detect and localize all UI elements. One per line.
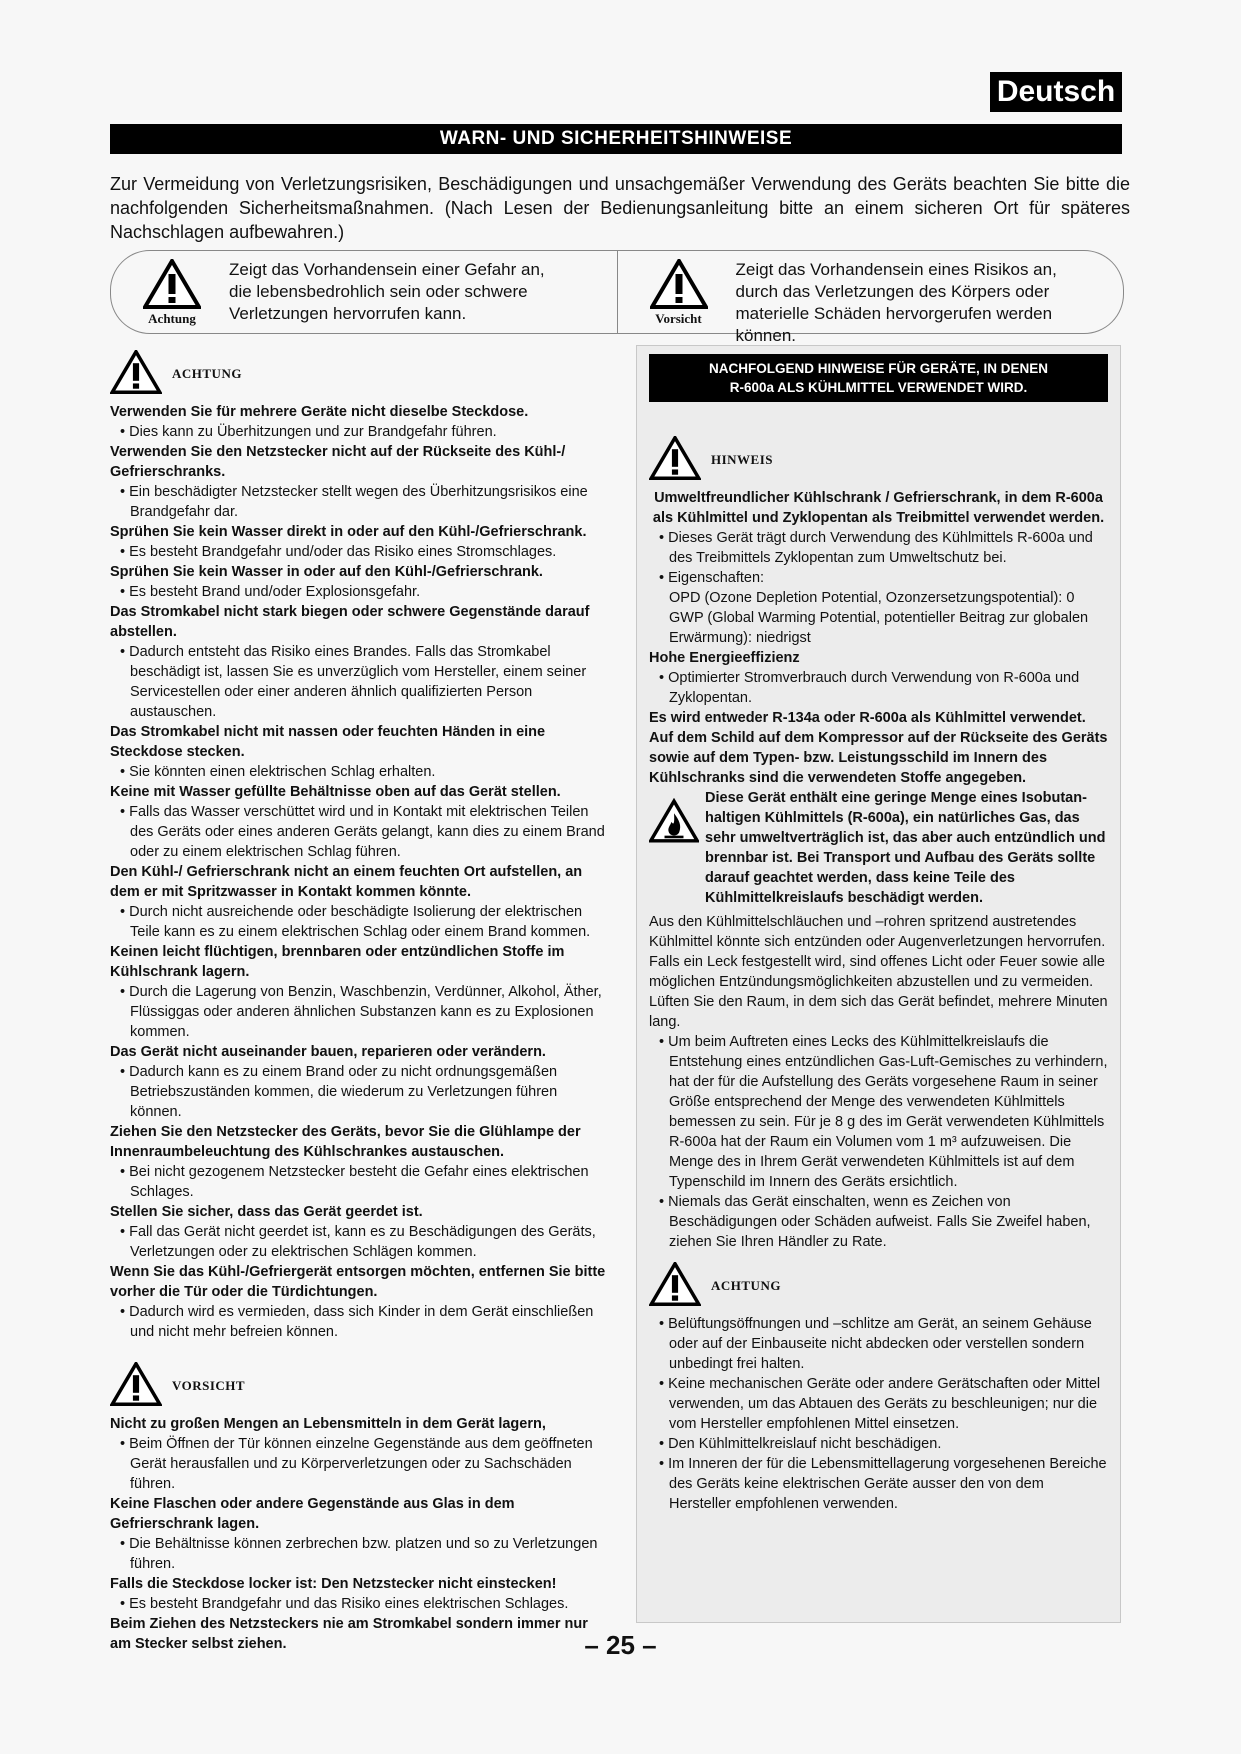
achtung-header-right [649, 1262, 1108, 1306]
legend-vorsicht-text: Zeigt das Vorhandensein eines Risikos an, durch das Verletzungen des Körpers oder materielle Schäden hervorgerufen werden können. [735, 260, 1057, 345]
properties-odp: OPD (Ozone Depletion Potential, Ozonzersetzungspotential): 0 [669, 590, 1075, 606]
legend-achtung-caption: Achtung [148, 311, 196, 326]
achtung-list-right [649, 1314, 1108, 1514]
hinweis-label: HINWEIS [711, 452, 774, 467]
warning-heading: Stellen Sie sicher, dass das Gerät geerdet ist. [110, 1204, 423, 1220]
banner-line-1: NACHFOLGEND HINWEISE FÜR GERÄTE, IN DENEN [708, 361, 1048, 376]
warning-heading: Das Gerät nicht auseinander bauen, reparieren oder verändern. [110, 1044, 546, 1060]
warning-heading: Den Kühl-/ Gefrierschrank nicht an einem feuchten Ort aufstellen, an dem er mit Spritzwasser in Kontakt kommen könnte. [110, 864, 583, 900]
legend-vorsicht-caption: Vorsicht [655, 311, 702, 326]
r600a-banner [649, 354, 1108, 402]
warning-heading: Das Stromkabel nicht stark biegen oder schwere Gegenstände darauf abstellen. [110, 604, 590, 640]
flammable-notice [649, 788, 1108, 908]
warning-detail: • Beim Öffnen der Tür können einzelne Gegenstände aus dem geöffneten Gerät herausfallen und zu Körperverletzungen oder zu Sachschäden führen. [110, 1434, 610, 1494]
warning-detail: • Es besteht Brandgefahr und das Risiko eines elektrischen Schlages. [110, 1594, 610, 1614]
r600a-panel [636, 345, 1121, 1623]
achtung-label-right: ACHTUNG [711, 1278, 781, 1293]
legend-achtung-text: Zeigt das Vorhandensein einer Gefahr an, die lebensbedrohlich sein oder schwere Verletzungen hervorrufen kann. [229, 260, 545, 323]
flammable-text: Diese Gerät enthält eine geringe Menge eines Isobutan-haltigen Kühlmittels (R-600a), ein natürliches Gas, das sehr umweltverträglich ist, das aber auch entzündlich und brennbar ist. Bei Transport und Aufbau des Geräts sollte darauf geachtet werden, dass keine Teile des Kühlmittelkreislaufs beschädigt werden. [705, 790, 1106, 906]
warning-triangle-icon [649, 436, 701, 480]
section-title: WARN- UND SICHERHEITSHINWEISE [110, 124, 1122, 154]
banner-line-2: R-600a ALS KÜHLMITTEL VERWENDET WIRD. [729, 380, 1028, 395]
warning-detail: • Dadurch wird es vermieden, dass sich Kinder in dem Gerät einschließen und nicht mehr befreien können. [110, 1302, 610, 1342]
achtung-bullet: • Keine mechanischen Geräte oder andere Gerätschaften oder Mittel verwenden, um das Abtauen des Geräts zu beschleunigen; nur die vom Hersteller empfohlenen Mittel einsetzen. [649, 1374, 1108, 1434]
vorsicht-header [110, 1362, 610, 1406]
warning-detail: • Fall das Gerät nicht geerdet ist, kann es zu Beschädigungen des Geräts, Verletzungen oder zu elektrischen Schlägen kommen. [110, 1222, 610, 1262]
vorsicht-list [110, 1414, 610, 1654]
warning-detail: • Falls das Wasser verschüttet wird und in Kontakt mit elektrischen Teilen des Geräts oder eines anderen Geräts gelangt, kann dies zu einem Brand oder zu einem elektrischen Schlag führen. [110, 802, 610, 862]
warning-detail: • Es besteht Brand und/oder Explosionsgefahr. [110, 582, 610, 602]
achtung-bullet: • Den Kühlmittelkreislauf nicht beschädigen. [649, 1434, 1108, 1454]
warning-detail: • Dadurch entsteht das Risiko eines Brandes. Falls das Stromkabel beschädigt ist, lassen Sie es unverzüglich vom Hersteller, einem seiner Servicestellen oder einer anderen ähnlich qualifizierten Person austauschen. [110, 642, 610, 722]
left-column [110, 350, 610, 1654]
eco-heading: Umweltfreundlicher Kühlschrank / Gefrierschrank, in dem R-600a als Kühlmittel und Zyklopentan als Treibmittel verwendet werden. [652, 490, 1105, 526]
warning-detail: • Durch die Lagerung von Benzin, Waschbenzin, Verdünner, Alkohol, Äther, Flüssiggas oder anderen ähnlichen Substanzen kann es zu Explosionen kommen. [110, 982, 610, 1042]
warning-triangle-icon [143, 259, 201, 309]
warning-detail: • Sie könnten einen elektrischen Schlag erhalten. [110, 762, 610, 782]
warning-detail: • Dadurch kann es zu einem Brand oder zu nicht ordnungsgemäßen Betriebszuständen kommen, die wiederum zu Verletzungen führen können. [110, 1062, 610, 1122]
warning-heading: Verwenden Sie den Netzstecker nicht auf der Rückseite des Kühl-/ Gefrierschranks. [110, 444, 566, 480]
warning-triangle-icon [110, 350, 162, 394]
properties-bullet: • Eigenschaften: [649, 568, 1108, 588]
leak-paragraph: Aus den Kühlmittelschläuchen und –rohren spritzend austretendes Kühlmittel könnte sich entzünden oder Augenverletzungen hervorrufen. Falls ein Leck festgestellt wird, sind offenes Licht oder Feuer sowie alle möglichen Entzündungsmöglichkeiten abzustellen und zu vermeiden. Lüften Sie den Raum, in dem sich das Gerät befindet, mehrere Minuten lang. [649, 914, 1108, 1030]
warning-heading: Falls die Steckdose locker ist: Den Netzstecker nicht einstecken! [110, 1576, 557, 1592]
legend-achtung [111, 251, 617, 333]
hinweis-header [649, 436, 1108, 480]
warning-detail: • Bei nicht gezogenem Netzstecker besteht die Gefahr eines elektrischen Schlages. [110, 1162, 610, 1202]
warning-triangle-icon [110, 1362, 162, 1406]
achtung-list [110, 402, 610, 1342]
achtung-label: ACHTUNG [172, 366, 242, 381]
warning-detail: • Es besteht Brandgefahr und/oder das Risiko eines Stromschlages. [110, 542, 610, 562]
intro-paragraph: Zur Vermeidung von Verletzungsrisiken, Beschädigungen und unsachgemäßer Verwendung des Geräts beachten Sie bitte die nachfolgenden Sicherheitsmaßnahmen. (Nach Lesen der Bedienungsanleitung bitte an einem sicheren Ort für späteres Nachschlagen aufbewahren.) [110, 174, 1130, 242]
legend-vorsicht [617, 251, 1124, 345]
efficiency-heading: Hohe Energieeffizienz [649, 650, 800, 666]
warning-heading: Das Stromkabel nicht mit nassen oder feuchten Händen in eine Steckdose stecken. [110, 724, 546, 760]
warning-heading: Keinen leicht flüchtigen, brennbaren oder entzündlichen Stoffe im Kühlschrank lagern. [110, 944, 565, 980]
warning-heading: Nicht zu großen Mengen an Lebensmitteln in dem Gerät lagern, [110, 1416, 546, 1432]
warning-heading: Ziehen Sie den Netzstecker des Geräts, bevor Sie die Glühlampe der Innenraumbeleuchtung des Kühlschrankes austauschen. [110, 1124, 581, 1160]
warning-detail: • Die Behältnisse können zerbrechen bzw. platzen und so zu Verletzungen führen. [110, 1534, 610, 1574]
language-badge: Deutsch [990, 72, 1122, 112]
achtung-bullet: • Belüftungsöffnungen und –schlitze am Gerät, an seinem Gehäuse oder auf der Einbauseite nicht abdecken oder verstellen sondern unbedingt frei halten. [649, 1314, 1108, 1374]
warning-detail: • Durch nicht ausreichende oder beschädigte Isolierung der elektrischen Teile kann es zu einem elektrischen Schlag oder einem Brand kommen. [110, 902, 610, 942]
efficiency-bullet: • Optimierter Stromverbrauch durch Verwendung von R-600a und Zyklopentan. [649, 668, 1108, 708]
achtung-bullet: • Im Inneren der für die Lebensmittellagerung vorgesehenen Bereiche des Geräts keine elektrischen Geräte ausser den von dem Hersteller empfohlenen verwenden. [649, 1454, 1108, 1514]
refrigerant-note: Es wird entweder R-134a oder R-600a als Kühlmittel verwendet. Auf dem Schild auf dem Kompressor auf der Rückseite des Geräts sowie auf dem Typen- bzw. Leistungsschild im Innern des Kühlschranks sind die verwendeten Stoffe angegeben. [649, 710, 1108, 786]
achtung-header [110, 350, 610, 394]
vorsicht-label: VORSICHT [172, 1378, 246, 1393]
warning-heading: Verwenden Sie für mehrere Geräte nicht dieselbe Steckdose. [110, 404, 529, 420]
warning-heading: Keine mit Wasser gefüllte Behältnisse oben auf das Gerät stellen. [110, 784, 561, 800]
eco-bullet: • Dieses Gerät trägt durch Verwendung des Kühlmittels R-600a und des Treibmittels Zyklopentan zum Umweltschutz bei. [649, 528, 1108, 568]
warning-heading: Sprühen Sie kein Wasser direkt in oder auf den Kühl-/Gefrierschrank. [110, 524, 587, 540]
page-number: – 25 – [584, 1630, 657, 1660]
flammable-warning-icon [649, 798, 699, 844]
symbol-legend [110, 250, 1124, 345]
room-size-bullet: • Um beim Auftreten eines Lecks des Kühlmittelkreislaufs die Entstehung eines entzündlichen Gas-Luft-Gemisches zu verhindern, hat der für die Aufstellung des Geräts vorgesehene Raum in seiner Größe entsprechend der Menge des verwendeten Kühlmittels bemessen zu sein. Für je 8 g des im Gerät verwendeten Kühlmittels R-600a hat der Raum ein Volumen vom 1 m³ aufzuweisen. Die Menge des in Ihrem Gerät verwendeten Kühlmittels ist auf dem Typenschild im Innern des Geräts ersichtlich. [649, 1032, 1108, 1192]
warning-heading: Beim Ziehen des Netzsteckers nie am Stromkabel sondern immer nur am Stecker selbst ziehen. [110, 1616, 588, 1652]
warning-triangle-icon [650, 259, 708, 309]
warning-heading: Wenn Sie das Kühl-/Gefriergerät entsorgen möchten, entfernen Sie bitte vorher die Tür oder die Türdichtungen. [110, 1264, 606, 1300]
warning-detail: • Ein beschädigter Netzstecker stellt wegen des Überhitzungsrisikos eine Brandgefahr dar. [110, 482, 610, 522]
damage-bullet: • Niemals das Gerät einschalten, wenn es Zeichen von Beschädigungen oder Schäden aufweist. Falls Sie Zweifel haben, ziehen Sie Ihren Händler zu Rate. [649, 1192, 1108, 1252]
properties-gwp: GWP (Global Warming Potential, potentieller Beitrag zur globalen Erwärmung): niedrigst [669, 610, 1089, 646]
warning-heading: Keine Flaschen oder andere Gegenstände aus Glas in dem Gefrierschrank lagen. [110, 1496, 515, 1532]
warning-triangle-icon [649, 1262, 701, 1306]
warning-detail: • Dies kann zu Überhitzungen und zur Brandgefahr führen. [110, 422, 610, 442]
warning-heading: Sprühen Sie kein Wasser in oder auf den Kühl-/Gefrierschrank. [110, 564, 543, 580]
